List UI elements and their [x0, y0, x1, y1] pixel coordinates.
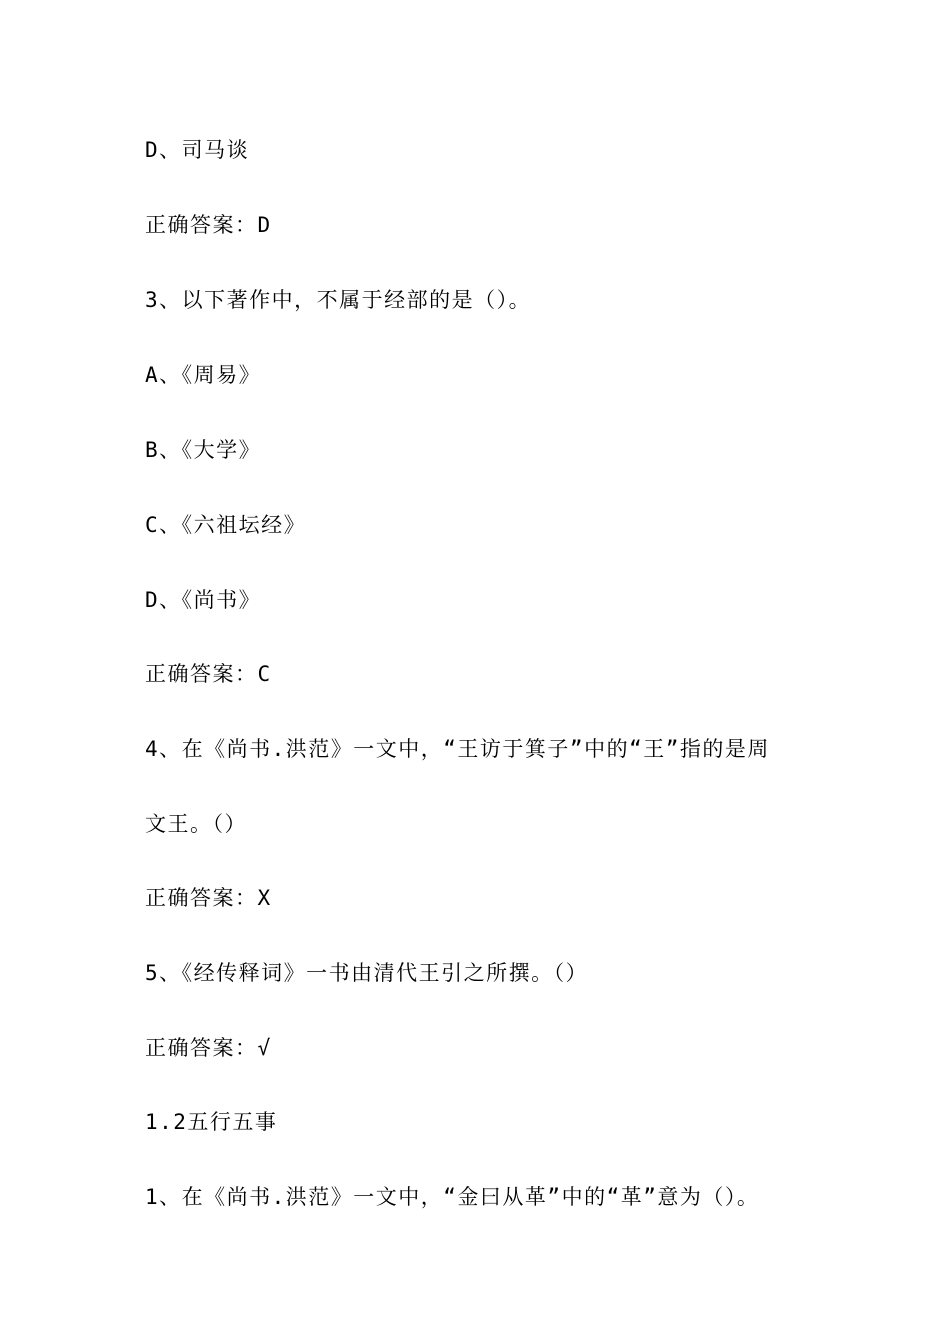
option-d-line: D、司马谈: [145, 138, 250, 162]
option-c-line: C、《六祖坛经》: [145, 513, 307, 537]
option-b-line: B、《大学》: [145, 438, 262, 462]
question-1-line: 1、在《尚书.洪范》一文中，“金曰从革”中的“革”意为（）。: [145, 1185, 760, 1209]
question-4-continuation: 文王。（）: [145, 812, 247, 836]
answer-line-2: 正确答案：C: [145, 662, 272, 686]
question-3-line: 3、以下著作中，不属于经部的是（）。: [145, 288, 532, 312]
question-4-line: 4、在《尚书.洪范》一文中，“王访于箕子”中的“王”指的是周: [145, 737, 770, 761]
option-a-line: A、《周易》: [145, 363, 262, 387]
answer-line: 正确答案：D: [145, 213, 272, 237]
option-d-line-2: D、《尚书》: [145, 588, 262, 612]
question-5-line: 5、《经传释词》一书由清代王引之所撰。（）: [145, 961, 589, 985]
section-heading: 1.2五行五事: [145, 1110, 278, 1134]
answer-line-4: 正确答案：√: [145, 1036, 272, 1060]
answer-line-3: 正确答案：X: [145, 886, 272, 910]
